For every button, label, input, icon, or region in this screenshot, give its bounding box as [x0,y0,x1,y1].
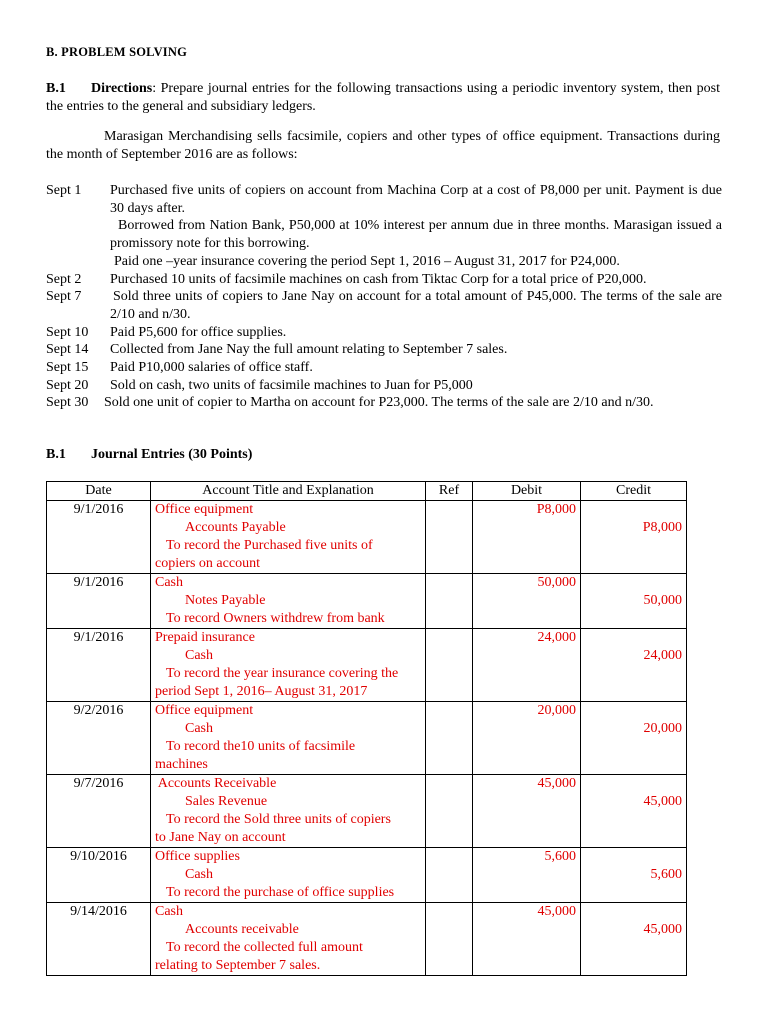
entry-explanation: To record the purchase of office supplies [166,885,395,900]
entry-ref [426,903,473,976]
entry-credit: 45,000 [643,794,682,809]
entry-debit: 50,000 [473,574,581,629]
journal-entry-row [47,501,687,574]
entry-date: 9/2/2016 [47,702,151,775]
entry-credit-cell [581,702,687,775]
header-credit: Credit [581,482,687,501]
entry-explanation: To record the10 units of facsimile [166,739,356,754]
entry-credit-cell [581,501,687,574]
debit-account: Prepaid insurance [155,630,255,645]
journal-section-number: B.1 [46,447,66,462]
entry-explanation-cont: to Jane Nay on account [155,830,286,845]
credit-account: Accounts Payable [185,520,286,535]
entry-credit-cell [581,629,687,702]
header-date: Date [47,482,151,501]
debit-account: Accounts Receivable [155,776,277,791]
entry-explanation-cont: relating to September 7 sales. [155,958,321,973]
entry-ref [426,775,473,848]
directions-label: Directions [91,81,153,96]
transaction-row [46,324,722,342]
transaction-row [46,217,722,252]
entry-date: 9/10/2016 [47,848,151,903]
transaction-row [46,341,722,359]
entry-explanation-cont: machines [155,757,208,772]
credit-account: Accounts receivable [185,922,299,937]
entry-credit-cell [581,903,687,976]
transaction-date: Sept 15 [46,360,89,376]
entry-accounts [151,574,426,629]
transaction-text: Paid P10,000 salaries of office staff. [110,360,313,376]
transaction-date: Sept 7 [46,289,82,305]
entry-accounts [151,903,426,976]
journal-entry-row [47,702,687,775]
intro-paragraph: Marasigan Merchandising sells facsimile, copiers and other types of office equipment. Transactions during the month of September 2016 are as follows: [46,129,720,162]
entry-explanation: To record the Sold three units of copiers [166,812,391,827]
entry-date: 9/14/2016 [47,903,151,976]
debit-account: Office equipment [155,502,254,517]
entry-date: 9/7/2016 [47,775,151,848]
entry-ref [426,629,473,702]
transaction-row [46,377,722,395]
transaction-text: Sold one unit of copier to Martha on account for P23,000. The terms of the sale are 2/10 and n/30. [104,395,654,411]
credit-account: Notes Payable [185,593,266,608]
entry-credit: 20,000 [643,721,682,736]
header-ref: Ref [426,482,473,501]
transaction-date: Sept 1 [46,183,82,198]
debit-account: Cash [155,575,183,590]
transaction-row [46,359,722,377]
entry-credit: 5,600 [650,867,682,882]
entry-explanation-cont: period Sept 1, 2016– August 31, 2017 [155,684,368,699]
entry-date: 9/1/2016 [47,574,151,629]
entry-date: 9/1/2016 [47,501,151,574]
journal-entry-row [47,903,687,976]
transaction-date: Sept 20 [46,377,89,393]
transaction-text: Paid one –year insurance covering the period Sept 1, 2016 – August 31, 2017 for P24,000. [114,253,620,269]
transaction-list [46,182,722,412]
entry-credit-cell [581,574,687,629]
entry-explanation: To record the year insurance covering the [166,666,399,681]
entry-debit: P8,000 [473,501,581,574]
transaction-row [46,394,722,412]
entry-ref [426,501,473,574]
entry-accounts [151,848,426,903]
credit-account: Cash [185,721,213,736]
entry-ref [426,702,473,775]
transaction-text: Purchased five units of copiers on account from Machina Corp at a cost of P8,000 per unit. Payment is due 30 days after. [110,183,722,216]
entry-explanation: To record Owners withdrew from bank [166,611,385,626]
entry-credit-cell [581,848,687,903]
entry-credit: 45,000 [643,922,682,937]
entry-debit: 20,000 [473,702,581,775]
transaction-text: Sold three units of copiers to Jane Nay on account for a total amount of P45,000. The terms of the sale are 2/10 and n/30. [110,289,722,322]
entry-debit: 45,000 [473,775,581,848]
transaction-date: Sept 30 [46,395,89,411]
entry-accounts [151,629,426,702]
transaction-text: Sold on cash, two units of facsimile machines to Juan for P5,000 [110,377,473,393]
transaction-row [46,253,722,271]
transaction-row [46,271,722,289]
journal-table [46,481,687,976]
entry-credit: 24,000 [643,648,682,663]
transaction-text: Purchased 10 units of facsimile machines on cash from Tiktac Corp for a total price of P20,000. [110,271,647,287]
entry-explanation: To record the collected full amount [166,940,363,955]
directions-text: : Prepare journal entries for the following transactions using a periodic inventory system, then post the entries to the general and subsidiary ledgers. [46,81,720,114]
debit-account: Office supplies [155,849,240,864]
directions-paragraph [46,80,720,115]
journal-section-title [46,447,252,463]
entry-date: 9/1/2016 [47,629,151,702]
journal-entry-row [47,775,687,848]
section-heading: B. PROBLEM SOLVING [46,45,188,59]
transaction-text: Collected from Jane Nay the full amount relating to September 7 sales. [110,342,508,358]
transaction-row [46,288,722,323]
transaction-row [46,182,722,217]
directions-number: B.1 [46,81,66,96]
transaction-text: Borrowed from Nation Bank, P50,000 at 10% interest per annum due in three months. Marasigan issued a promissory note for this borrowing. [110,218,722,252]
entry-debit: 24,000 [473,629,581,702]
entry-debit: 5,600 [473,848,581,903]
debit-account: Cash [155,904,183,919]
credit-account: Cash [185,648,213,663]
transaction-text: Paid P5,600 for office supplies. [110,324,287,340]
transaction-date: Sept 14 [46,342,89,358]
entry-credit-cell [581,775,687,848]
entry-ref [426,848,473,903]
entry-credit: P8,000 [642,520,682,535]
credit-account: Sales Revenue [185,794,268,809]
journal-section-label: Journal Entries (30 Points) [91,447,253,462]
debit-account: Office equipment [155,703,254,718]
header-account: Account Title and Explanation [151,482,426,501]
entry-accounts [151,702,426,775]
entry-explanation-cont: copiers on account [155,556,260,571]
header-debit: Debit [473,482,581,501]
journal-entry-row [47,629,687,702]
journal-header-row [47,482,687,501]
entry-accounts [151,501,426,574]
transaction-date: Sept 2 [46,271,82,287]
transaction-date: Sept 10 [46,324,89,340]
credit-account: Cash [185,867,213,882]
entry-accounts [151,775,426,848]
journal-entry-row [47,574,687,629]
journal-entry-row [47,848,687,903]
entry-credit: 50,000 [643,593,682,608]
entry-ref [426,574,473,629]
entry-explanation: To record the Purchased five units of [166,538,373,553]
entry-debit: 45,000 [473,903,581,976]
